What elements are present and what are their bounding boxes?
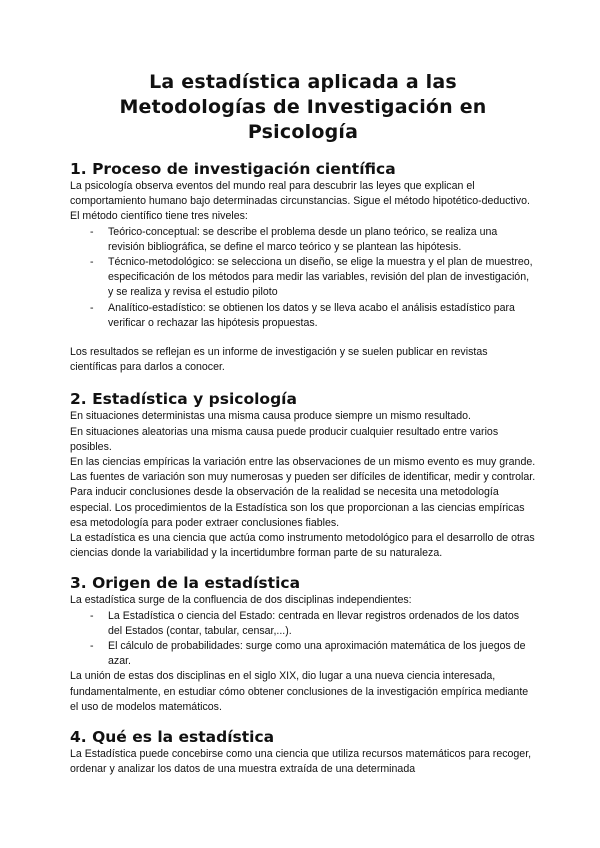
list-item-text: La Estadística o ciencia del Estado: centrada en llevar registros ordenados de los datos del Estados (contar, tabular, censar,...). (108, 609, 520, 637)
dash-bullet: - (90, 609, 94, 622)
section-proceso (70, 159, 536, 375)
paragraph: La psicología observa eventos del mundo real para descubrir las leyes que explican el comportamiento humano bajo determinadas circunstancias. Sigue el método hipotético-deductivo. (70, 180, 530, 208)
levels-list (70, 225, 536, 331)
paragraph: La unión de estas dos disciplinas en el siglo XIX, dio lugar a una nueva ciencia interesada, fundamentalmente, en estudiar cómo obtener conclusiones de la investigación empírica mediante el uso de modelos matemáticos. (70, 670, 529, 713)
paragraph: La estadística surge de la confluencia de dos disciplinas independientes: (70, 594, 412, 607)
list-item-text: Técnico-metodológico: se selecciona un diseño, se elige la muestra y el plan de muestreo, especificación de los métodos para medir las variables, revisión del plan de investigación, y se realiza y revisa el estudio piloto (108, 256, 533, 299)
paragraph: El método científico tiene tres niveles: (70, 210, 248, 223)
list-item (90, 225, 536, 255)
paragraph: Los resultados se reflejan es un informe de investigación y se suelen publicar en revistas científicas para darlos a conocer. (70, 346, 488, 374)
section-que-es (70, 727, 536, 777)
paragraph: En las ciencias empíricas la variación entre las observaciones de un mismo evento es muy grande. Las fuentes de variación son muy numerosas y pueden ser difíciles de identificar, medir y controlar. (70, 456, 536, 484)
section-origen (70, 573, 536, 715)
section-heading: 2. Estadística y psicología (70, 390, 297, 409)
list-item (90, 609, 536, 639)
dash-bullet: - (90, 301, 94, 314)
paragraph: En situaciones aleatorias una misma causa puede producir cualquier resultado entre varios posibles. (70, 425, 499, 453)
list-item-text: Analítico-estadístico: se obtienen los datos y se lleva acabo el análisis estadístico para verificar o rechazar las hipótesis propuestas. (108, 301, 515, 329)
page-title: La estadística aplicada a las Metodologías de Investigación en Psicología (119, 71, 487, 143)
list-item (90, 255, 536, 301)
section-heading: 3. Origen de la estadística (70, 574, 301, 593)
paragraph: La Estadística puede concebirse como una ciencia que utiliza recursos matemáticos para recoger, ordenar y analizar los datos de una muestra extraída de una determinada (70, 748, 532, 776)
dash-bullet: - (90, 640, 94, 653)
list-item (90, 301, 536, 331)
dash-bullet: - (90, 225, 94, 238)
section-estadistica-psicologia (70, 389, 536, 561)
dash-bullet: - (90, 256, 94, 269)
section-heading: 4. Qué es la estadística (70, 728, 275, 747)
list-item-text: Teórico-conceptual: se describe el problema desde un plano teórico, se realiza una revisión bibliográfica, se define el marco teórico y se plantean las hipótesis. (108, 225, 498, 253)
list-item-text: El cálculo de probabilidades: surge como una aproximación matemática de los juegos de azar. (108, 640, 526, 668)
paragraph: En situaciones deterministas una misma causa produce siempre un mismo resultado. (70, 410, 471, 423)
paragraph: Para inducir conclusiones desde la observación de la realidad se necesita una metodología especial. Los procedimientos de la Estadística son los que proporcionan a las ciencias empíricas esa metodología para poder extraer conclusiones fiables. (70, 486, 525, 529)
section-heading: 1. Proceso de investigación científica (70, 160, 396, 178)
paragraph: La estadística es una ciencia que actúa como instrumento metodológico para el desarrollo de otras ciencias donde la variabilidad y la incertidumbre forman parte de su naturaleza. (70, 532, 535, 560)
disciplines-list (70, 609, 536, 670)
list-item (90, 639, 536, 669)
